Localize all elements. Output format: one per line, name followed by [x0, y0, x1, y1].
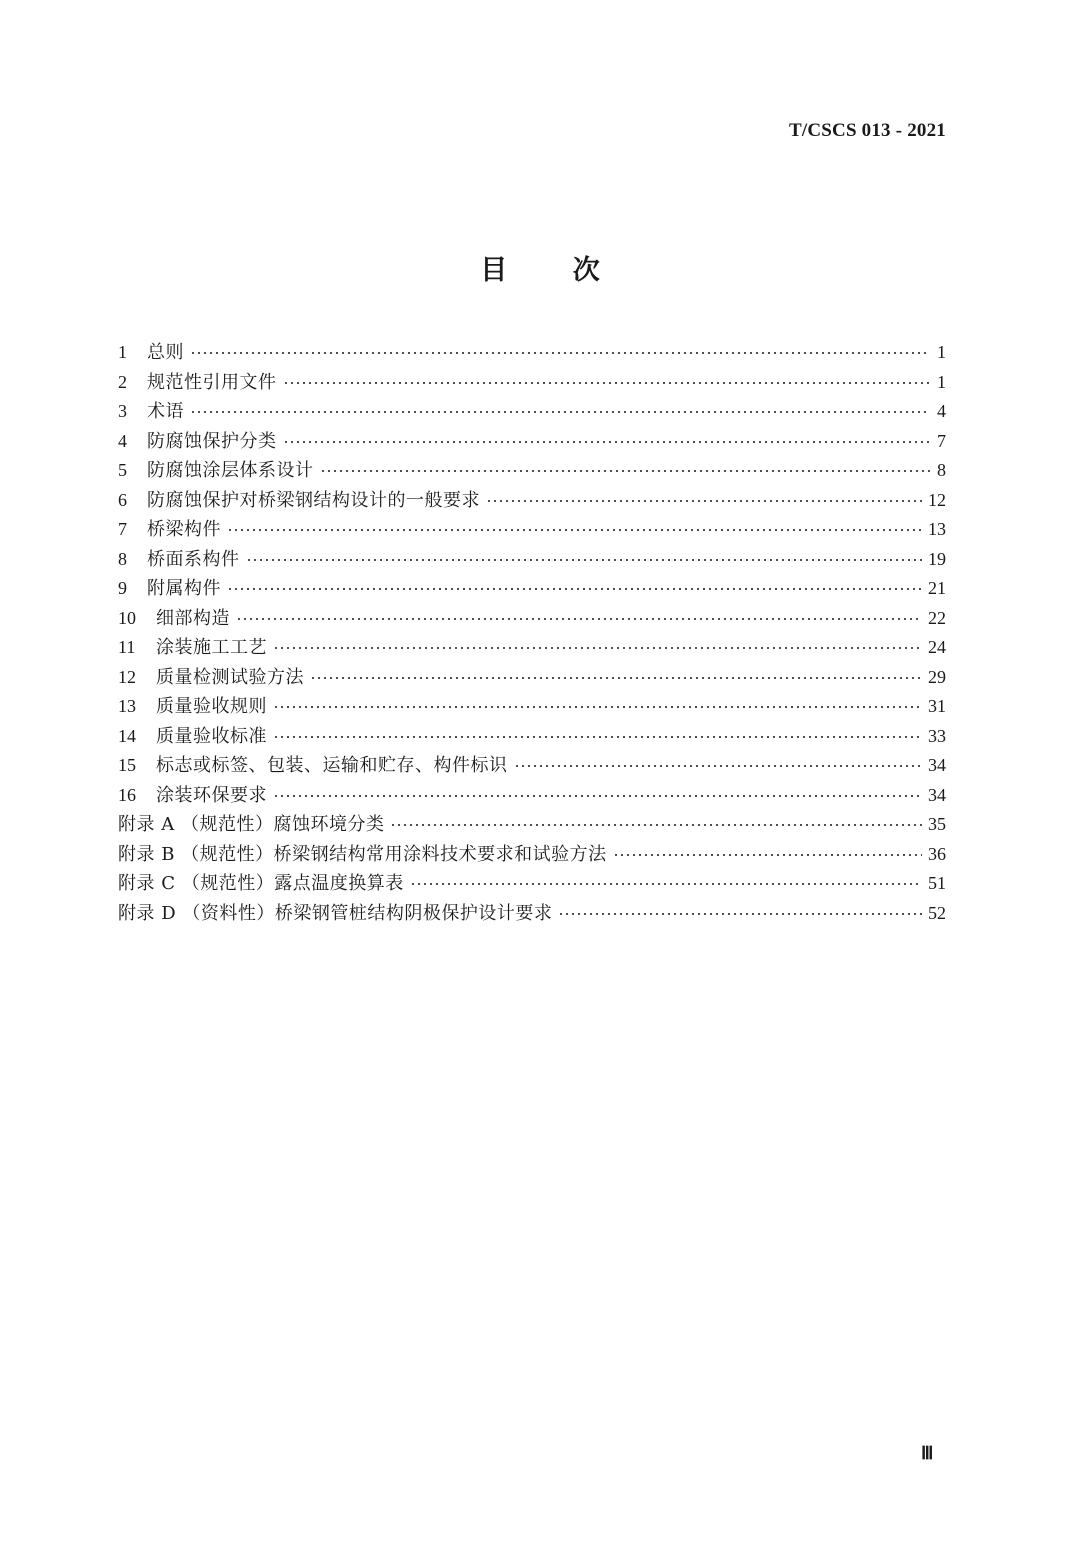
toc-entry[interactable] — [118, 781, 946, 811]
toc-entry-page: 34 — [928, 755, 946, 775]
toc-entry-page: 1 — [937, 342, 946, 362]
toc-entry-number: 13 — [118, 696, 136, 716]
toc-entry[interactable] — [118, 368, 946, 398]
toc-entry-page: 22 — [928, 607, 946, 628]
toc-entry-number: 7 — [118, 519, 127, 539]
toc-leader-dots — [410, 873, 922, 891]
toc-entry-page: 33 — [928, 725, 946, 746]
toc-entry-number: 5 — [118, 460, 127, 480]
toc-leader-dots — [190, 342, 930, 360]
toc-entry-number: 9 — [118, 578, 127, 598]
toc-leader-dots — [514, 755, 923, 773]
toc-entry-label: 总则 — [147, 342, 184, 363]
toc-entry-page: 52 — [928, 902, 946, 923]
toc-entry-number: 8 — [118, 548, 127, 569]
toc-entry-number: 15 — [118, 755, 136, 775]
toc-entry-label: 质量验收规则 — [156, 696, 267, 717]
toc-entry-label: 质量验收标准 — [156, 725, 267, 747]
toc-leader-dots — [273, 637, 922, 655]
toc-leader-dots — [310, 667, 922, 685]
toc-leader-dots — [486, 490, 922, 508]
toc-entry-page: 4 — [937, 401, 946, 421]
toc-entry-label: 术语 — [147, 401, 184, 422]
toc-entry[interactable] — [118, 810, 946, 840]
page-title — [0, 248, 1080, 287]
toc-leader-dots — [283, 372, 931, 390]
toc-entry-page: 21 — [928, 578, 946, 598]
toc-entry-label: 规范性引用文件 — [147, 371, 277, 393]
title-char-1: 目 — [480, 255, 508, 286]
toc-leader-dots — [190, 401, 930, 419]
toc-entry-number: 12 — [118, 666, 136, 687]
toc-entry-page: 31 — [928, 696, 946, 716]
page-number: Ⅲ — [921, 1443, 934, 1463]
toc-entry[interactable] — [118, 663, 946, 693]
toc-entry-number: 16 — [118, 784, 136, 805]
toc-entry[interactable] — [118, 456, 946, 486]
toc-entry-label: 附属构件 — [147, 578, 221, 599]
toc-entry-number: 3 — [118, 401, 127, 421]
toc-entry[interactable] — [118, 574, 946, 604]
toc-leader-dots — [558, 903, 922, 921]
toc-leader-dots — [273, 726, 922, 744]
toc-entry-number: 11 — [118, 637, 136, 657]
toc-entry-page: 12 — [928, 489, 946, 510]
toc-entry-page: 24 — [928, 637, 946, 657]
toc-leader-dots — [246, 549, 923, 567]
toc-entry-label: 附录 D （资料性）桥梁钢管桩结构阴极保护设计要求 — [118, 902, 553, 924]
toc-entry-label: 标志或标签、包装、运输和贮存、构件标识 — [156, 755, 508, 776]
table-of-contents — [118, 338, 946, 928]
toc-leader-dots — [613, 844, 922, 862]
toc-entry-label: 质量检测试验方法 — [156, 666, 304, 688]
toc-entry-label: 防腐蚀涂层体系设计 — [147, 460, 314, 481]
toc-entry[interactable] — [118, 545, 946, 575]
title-char-2: 次 — [572, 255, 600, 286]
toc-entry-page: 51 — [928, 873, 946, 893]
toc-leader-dots — [283, 431, 931, 449]
toc-entry-page: 35 — [928, 814, 946, 834]
toc-entry-number: 14 — [118, 725, 136, 746]
toc-entry-number: 10 — [118, 607, 136, 628]
toc-entry-label: 桥面系构件 — [147, 548, 240, 570]
toc-entry-page: 8 — [937, 460, 946, 480]
toc-leader-dots — [236, 608, 922, 626]
toc-entry-label: 桥梁构件 — [147, 519, 221, 540]
toc-entry-page: 13 — [928, 519, 946, 539]
toc-entry[interactable] — [118, 604, 946, 634]
toc-entry-label: 附录 A （规范性）腐蚀环境分类 — [118, 814, 385, 835]
toc-entry[interactable] — [118, 722, 946, 752]
toc-entry-label: 细部构造 — [156, 607, 230, 629]
toc-leader-dots — [227, 519, 922, 537]
toc-entry[interactable] — [118, 338, 946, 368]
toc-entry[interactable] — [118, 840, 946, 870]
toc-leader-dots — [273, 785, 922, 803]
toc-entry-number: 6 — [118, 489, 127, 510]
toc-entry[interactable] — [118, 899, 946, 929]
toc-entry[interactable] — [118, 397, 946, 427]
toc-entry[interactable] — [118, 515, 946, 545]
toc-entry-label: 附录 C （规范性）露点温度换算表 — [118, 873, 404, 894]
toc-entry-page: 7 — [937, 430, 946, 451]
toc-entry[interactable] — [118, 692, 946, 722]
toc-entry-number: 1 — [118, 342, 127, 362]
toc-entry-page: 29 — [928, 666, 946, 687]
toc-leader-dots — [320, 460, 931, 478]
toc-entry-page: 19 — [928, 548, 946, 569]
toc-leader-dots — [227, 578, 922, 596]
toc-entry[interactable] — [118, 486, 946, 516]
toc-leader-dots — [273, 696, 922, 714]
toc-entry[interactable] — [118, 633, 946, 663]
toc-entry-page: 34 — [928, 784, 946, 805]
toc-entry-label: 涂装环保要求 — [156, 784, 267, 806]
toc-entry[interactable] — [118, 427, 946, 457]
toc-entry-number: 2 — [118, 371, 127, 392]
toc-leader-dots — [390, 814, 922, 832]
toc-entry-page: 1 — [937, 371, 946, 392]
toc-entry-number: 4 — [118, 430, 127, 451]
toc-entry-label: 涂装施工工艺 — [156, 637, 267, 658]
toc-entry-label: 防腐蚀保护分类 — [147, 430, 277, 452]
toc-entry[interactable] — [118, 751, 946, 781]
standard-code: T/CSCS 013 - 2021 — [788, 120, 946, 141]
toc-entry-page: 36 — [928, 843, 946, 864]
toc-entry[interactable] — [118, 869, 946, 899]
toc-entry-label: 防腐蚀保护对桥梁钢结构设计的一般要求 — [147, 489, 480, 511]
toc-entry-label: 附录 B （规范性）桥梁钢结构常用涂料技术要求和试验方法 — [118, 843, 607, 865]
